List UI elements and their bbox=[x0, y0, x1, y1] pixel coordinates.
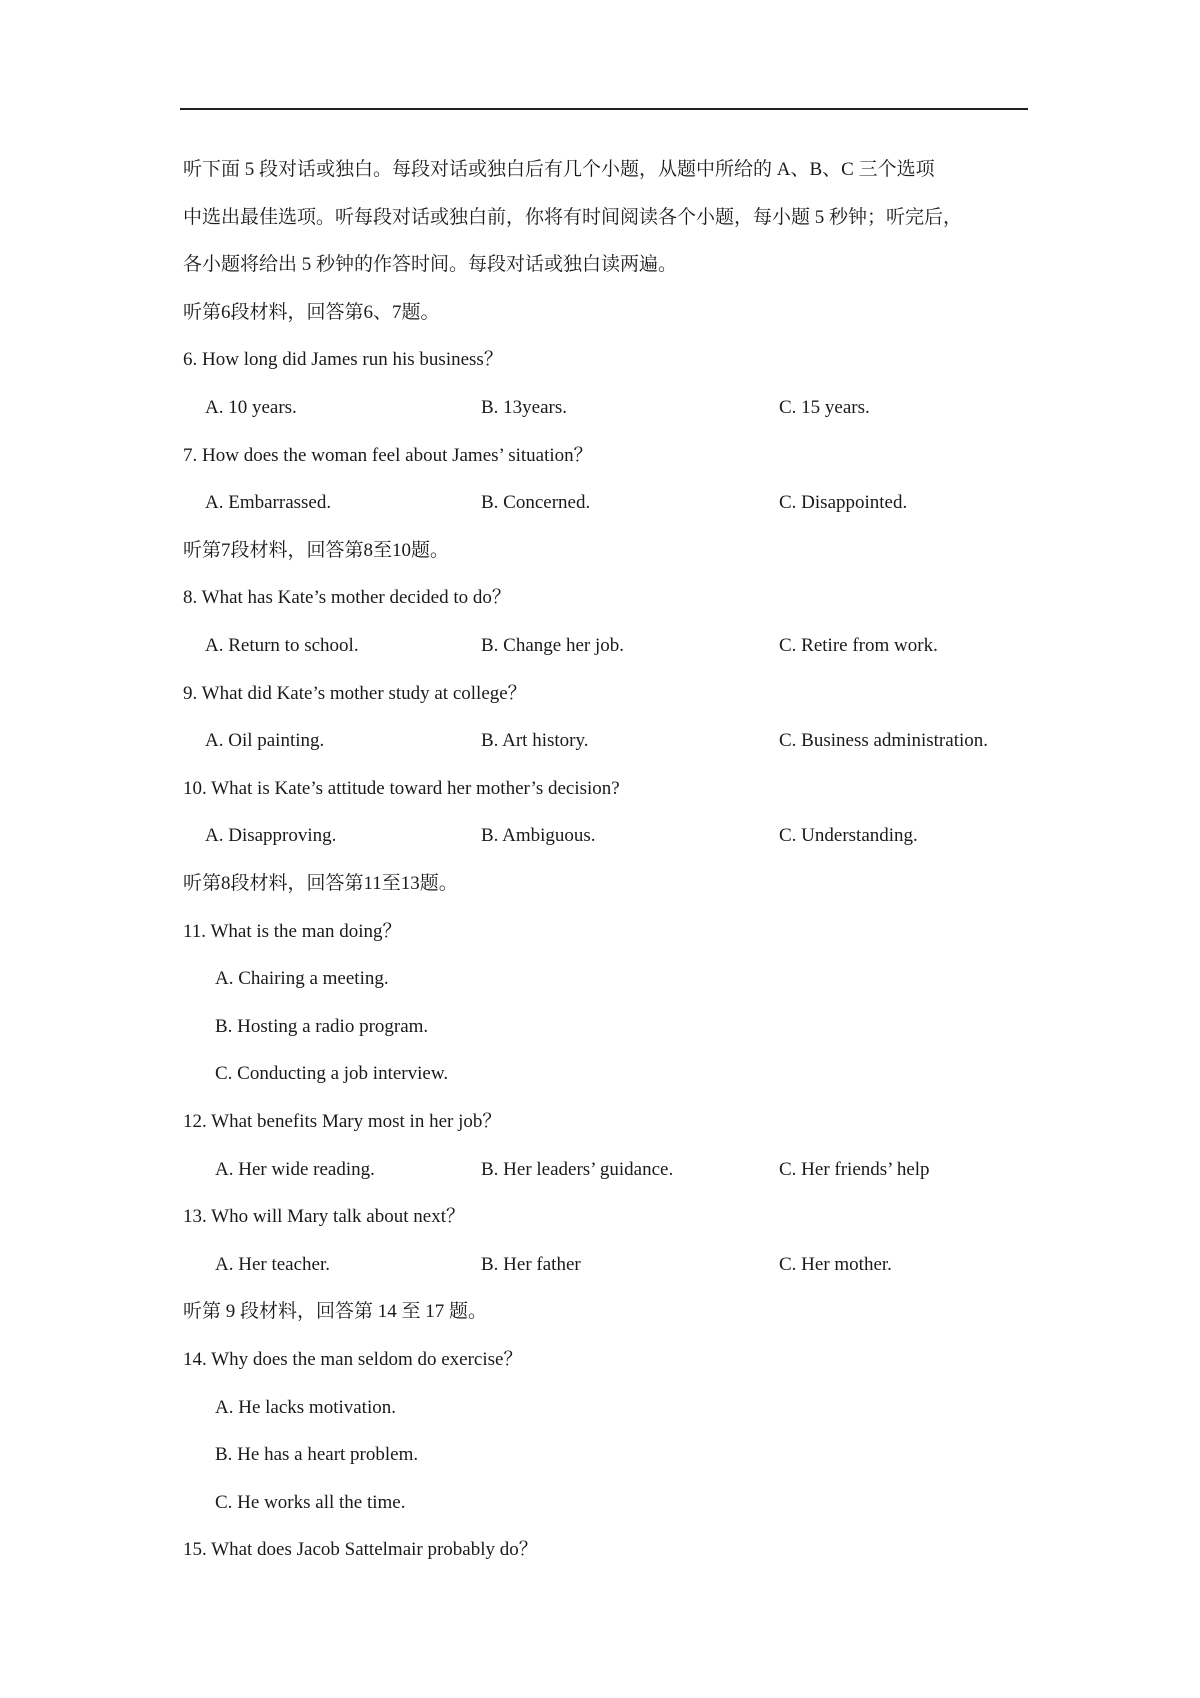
option-b: B. Art history. bbox=[481, 730, 589, 752]
option-row bbox=[0, 1490, 1200, 1516]
line-text: 听第6段材料，回答第6、7题。 bbox=[183, 301, 440, 323]
option-a: A. 10 years. bbox=[205, 397, 297, 418]
option-a: A. Return to school. bbox=[205, 635, 359, 656]
option-b: B. Change her job. bbox=[481, 635, 625, 656]
instruction bbox=[0, 1299, 1200, 1325]
line-text: 14. Why does the man seldom do exercise？ bbox=[183, 1349, 523, 1370]
option-b: B. Concerned. bbox=[481, 492, 591, 514]
line-text: 听第7段材料，回答第8至10题。 bbox=[183, 539, 450, 561]
option-row bbox=[0, 1395, 1200, 1421]
option-c: C. Her friends’ help bbox=[779, 1158, 930, 1180]
question bbox=[0, 1204, 1200, 1230]
line-text: 10. What is Kate’s attitude toward her mother’s decision? bbox=[183, 777, 620, 799]
question bbox=[0, 1109, 1200, 1135]
header-rule bbox=[180, 108, 1028, 110]
option-row bbox=[0, 1061, 1200, 1087]
option-c: C. Business administration. bbox=[779, 730, 988, 752]
instruction bbox=[0, 205, 1200, 231]
instruction bbox=[0, 538, 1200, 564]
instruction bbox=[0, 871, 1200, 897]
line-text: 12. What benefits Mary most in her job？ bbox=[183, 1111, 502, 1132]
option-c: C. Understanding. bbox=[779, 825, 918, 847]
option-b: B. 13years. bbox=[481, 397, 568, 418]
instruction bbox=[0, 252, 1200, 278]
line-text: 听第 9 段材料，回答第 14 至 17 题。 bbox=[183, 1301, 488, 1323]
option-text: B. Hosting a radio program. bbox=[215, 1015, 429, 1037]
option-a: A. Disapproving. bbox=[205, 825, 337, 847]
line-text: 15. What does Jacob Sattelmair probably do？ bbox=[183, 1539, 538, 1561]
option-b: B. Ambiguous. bbox=[481, 825, 596, 847]
option-a: A. Her wide reading. bbox=[215, 1158, 375, 1180]
options-row bbox=[0, 1157, 1200, 1183]
line-text: 中选出最佳选项。听每段对话或独白前，你将有时间阅读各个小题，每小题 5 秒钟；听完后， bbox=[183, 206, 963, 228]
question bbox=[0, 347, 1200, 373]
option-b: B. Her father bbox=[481, 1253, 581, 1275]
question bbox=[0, 443, 1200, 469]
option-text: A. He lacks motivation. bbox=[215, 1396, 396, 1418]
line-text: 听第8段材料，回答第11至13题。 bbox=[183, 873, 458, 894]
question bbox=[0, 1537, 1200, 1563]
option-text: A. Chairing a meeting. bbox=[215, 968, 389, 990]
option-row bbox=[0, 1442, 1200, 1468]
option-text: C. He works all the time. bbox=[215, 1491, 406, 1513]
line-text: 听下面 5 段对话或独白。每段对话或独白后有几个小题，从题中所给的 A、B、C 三个选项 bbox=[183, 159, 935, 180]
options-row bbox=[0, 490, 1200, 516]
instruction bbox=[0, 157, 1200, 183]
option-c: C. Disappointed. bbox=[779, 492, 908, 514]
line-text: 7. How does the woman feel about James’ situation？ bbox=[183, 444, 593, 466]
option-b: B. Her leaders’ guidance. bbox=[481, 1158, 674, 1180]
options-row bbox=[0, 1252, 1200, 1278]
option-a: A. Oil painting. bbox=[205, 730, 325, 752]
option-row bbox=[0, 1014, 1200, 1040]
option-text: B. He has a heart problem. bbox=[215, 1444, 419, 1466]
option-c: C. Her mother. bbox=[779, 1253, 892, 1275]
line-text: 6. How long did James run his business？ bbox=[183, 349, 503, 371]
options-row bbox=[0, 728, 1200, 754]
instruction bbox=[0, 300, 1200, 326]
option-a: A. Her teacher. bbox=[215, 1253, 330, 1275]
options-row bbox=[0, 633, 1200, 659]
option-c: C. 15 years. bbox=[779, 397, 870, 418]
option-text: C. Conducting a job interview. bbox=[215, 1063, 449, 1085]
options-row bbox=[0, 823, 1200, 849]
line-text: 9. What did Kate’s mother study at college？ bbox=[183, 682, 527, 704]
question bbox=[0, 919, 1200, 945]
option-c: C. Retire from work. bbox=[779, 635, 938, 656]
question bbox=[0, 681, 1200, 707]
options-row bbox=[0, 395, 1200, 421]
question bbox=[0, 776, 1200, 802]
question bbox=[0, 585, 1200, 611]
option-row bbox=[0, 966, 1200, 992]
line-text: 11. What is the man doing？ bbox=[183, 920, 402, 942]
line-text: 8. What has Kate’s mother decided to do？ bbox=[183, 587, 511, 609]
line-text: 各小题将给出 5 秒钟的作答时间。每段对话或独白读两遍。 bbox=[183, 254, 678, 276]
option-a: A. Embarrassed. bbox=[205, 492, 332, 514]
line-text: 13. Who will Mary talk about next？ bbox=[183, 1206, 465, 1228]
question bbox=[0, 1347, 1200, 1373]
